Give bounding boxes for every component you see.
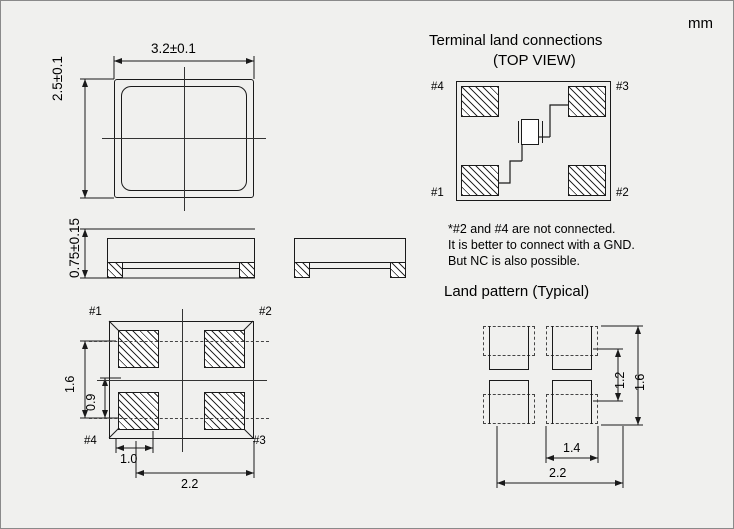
bottom-dim-1-6: 1.6 bbox=[63, 375, 77, 393]
bottom-dim-2-2: 2.2 bbox=[181, 477, 199, 491]
terminal-pin-label-4: #4 bbox=[431, 81, 444, 93]
units-label: mm bbox=[688, 15, 713, 32]
land-dim-outer-y: 1.6 bbox=[633, 373, 647, 391]
bottom-pad-1 bbox=[118, 330, 159, 368]
terminal-top-view bbox=[456, 81, 611, 201]
bottom-view-pad-align-top bbox=[89, 341, 269, 342]
bottom-view-centerline-v bbox=[182, 309, 183, 452]
terminal-pin-label-3: #3 bbox=[616, 81, 629, 93]
bottom-pad-2 bbox=[204, 330, 245, 368]
land-dim-outer-x: 2.2 bbox=[549, 466, 567, 480]
bottom-pin-label-1: #1 bbox=[89, 306, 102, 318]
bottom-dim-1-0: 1.0 bbox=[120, 452, 138, 466]
top-view-width-dim: 3.2±0.1 bbox=[151, 41, 196, 56]
side-view-thickness-dim: 0.75±0.15 bbox=[67, 218, 82, 278]
terminal-pin-label-1: #1 bbox=[431, 187, 444, 199]
terminal-pad-4 bbox=[461, 86, 499, 117]
bottom-dim-0-9: 0.9 bbox=[84, 393, 98, 411]
top-view-height-dim: 2.5±0.1 bbox=[50, 56, 65, 101]
terminal-pad-1 bbox=[461, 165, 499, 196]
land-dim-inner-y: 1.2 bbox=[613, 371, 627, 389]
side-view-front bbox=[107, 238, 255, 278]
terminal-title-line1: Terminal land connections bbox=[429, 32, 603, 49]
bottom-pad-3 bbox=[204, 392, 245, 430]
land-pattern bbox=[456, 319, 626, 431]
bottom-pin-label-2: #2 bbox=[259, 306, 272, 318]
bottom-pin-label-3: #3 bbox=[253, 435, 266, 447]
bottom-view-pad-align-bottom bbox=[89, 418, 269, 419]
terminal-note-1: *#2 and #4 are not connected. bbox=[448, 222, 616, 236]
terminal-note-3: But NC is also possible. bbox=[448, 254, 581, 268]
bottom-pad-4 bbox=[118, 392, 159, 430]
crystal-symbol bbox=[521, 119, 539, 145]
terminal-note-2: It is better to connect with a GND. bbox=[448, 238, 635, 252]
land-pattern-title: Land pattern (Typical) bbox=[444, 283, 590, 300]
terminal-pin-label-2: #2 bbox=[616, 187, 629, 199]
top-view-centerline-v bbox=[184, 67, 185, 211]
bottom-pin-label-4: #4 bbox=[84, 435, 97, 447]
side-view-side bbox=[294, 238, 406, 278]
terminal-pad-2 bbox=[568, 165, 606, 196]
terminal-title-line2: (TOP VIEW) bbox=[493, 52, 576, 69]
land-dim-inner-x: 1.4 bbox=[563, 441, 581, 455]
terminal-pad-3 bbox=[568, 86, 606, 117]
